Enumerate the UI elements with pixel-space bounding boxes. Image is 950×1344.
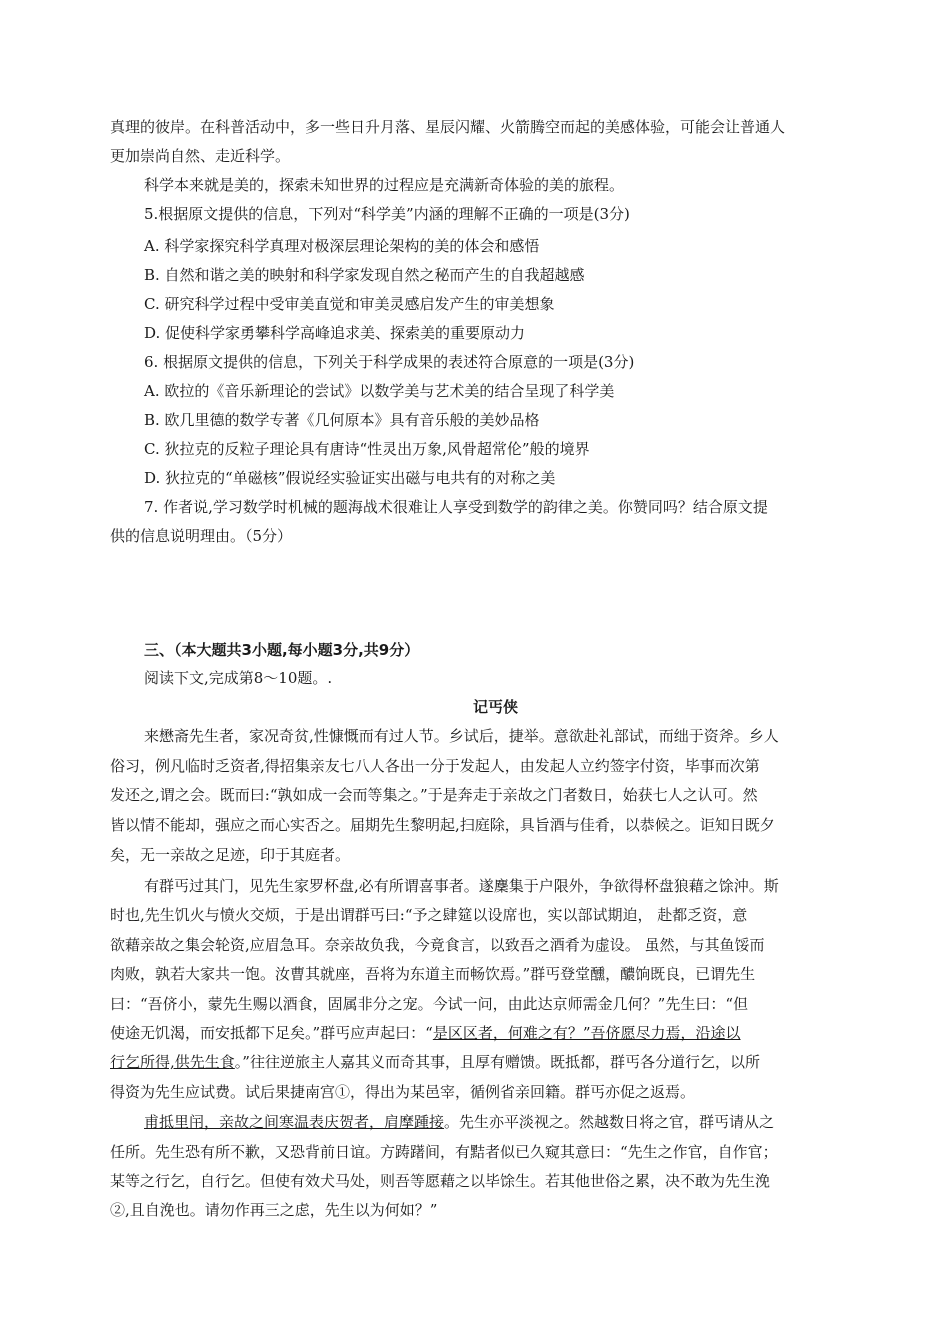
para3-line-2: 任所。先生恐有所不歉，又恐背前日谊。方踌躇间，有黠者似已久窥其意曰：“先生之作官，自作官； (110, 1143, 778, 1161)
para2-line-6-lead: 使途无饥渴，而安抵都下足矣。”群丐应声起曰：“ (110, 1024, 433, 1042)
para3-line-4: ②,且自浼也。请勿作再三之虑，先生以为何如？” (110, 1201, 438, 1219)
question-7-line-1: 7. 作者说,学习数学时机械的题海战术很难让人享受到数学的韵律之美。你赞同吗？结合原文提 (144, 498, 768, 516)
para3-line-1-tail: 。先生亦平淡视之。然越数日将之官，群丐请从之 (444, 1113, 775, 1131)
para2-line-2: 时也,先生饥火与愤火交烦，于是出谓群丐曰:“予之肆筵以设席也，实以部试期迫， 赴都乏资，意 (110, 906, 748, 924)
para2-line-6 (110, 1023, 741, 1043)
question-5-option-b: B. 自然和谐之美的映射和科学家发现自然之秘而产生的自我超越感 (144, 266, 585, 284)
para2-line-1: 有群丐过其门，见先生家罗杯盘,必有所谓喜事者。遂麇集于户限外，争欲得杯盘狼藉之馀沖。斯 (144, 877, 779, 895)
section-3-heading: 三、（本大题共3小题,每小题3分,共9分） (144, 641, 420, 659)
question-5-option-d: D. 促使科学家勇攀科学高峰追求美、探索美的重要原动力 (144, 324, 526, 342)
para2-line-4: 肉败，孰若大家共一饱。汝曹其就座，吾将为东道主而畅饮焉。”群丐登堂醺，醲饷既良，已谓先生 (110, 965, 756, 983)
para2-line-3: 欲藉亲故之集会轮资,应眉急耳。奈亲故负我，今竟食言，以致吾之酒肴为虚设。 虽然，与其鱼馁而 (110, 936, 765, 954)
para1-line-4: 皆以情不能却，强应之而心实否之。届期先生黎明起,扫庭除，具旨酒与佳肴，以恭候之。讵知日既夕 (110, 816, 775, 834)
para1-line-3: 发还之,谓之会。既而曰:“孰如成一会而等集之。”于是奔走于亲故之门者数日，始获七人之认可。然 (110, 786, 758, 804)
question-6-option-d: D. 狄拉克的“单磁核”假说经实验证实出磁与电共有的对称之美 (144, 469, 556, 487)
para3-line-3: 某等之行乞，自行乞。但使有效犬马处，则吾等愿藉之以毕馀生。若其他世俗之累，决不敢为先生浼 (110, 1172, 771, 1190)
para2-line-8: 得资为先生应试费。试后果捷南宫①，得出为某邑宰，循例省亲回籍。群丐亦促之返焉。 (110, 1083, 696, 1101)
underlined-sentence-1: 是区区者，何难之有？”吾侪愿尽力焉，沿途以 (432, 1024, 741, 1042)
question-6-option-c: C. 狄拉克的反粒子理论具有唐诗“性灵出万象,风骨超常伦”般的境界 (144, 440, 590, 458)
question-6-stem: 6. 根据原文提供的信息，下列关于科学成果的表述符合原意的一项是(3分) (144, 353, 635, 371)
para2-line-5: 曰：“吾侪小，蒙先生赐以酒食，固属非分之宠。今试一问，由此达京师需金几何？”先生曰：“但 (110, 995, 749, 1013)
question-5-stem: 5.根据原文提供的信息，下列对“科学美”内涵的理解不正确的一项是(3分) (144, 205, 630, 223)
para3-line-1 (144, 1112, 774, 1132)
question-5-option-c: C. 研究科学过程中受审美直觉和审美灵感启发产生的审美想象 (144, 295, 555, 313)
passage-line-1: 真理的彼岸。在科普活动中，多一些日升月落、星辰闪耀、火箭腾空而起的美感体验，可能会让普通人 (110, 118, 786, 136)
para2-line-7-tail: 。”往往逆旅主人嘉其义而奇其事，且厚有赠馈。既抵都，群丐各分道行乞，以所 (234, 1053, 760, 1071)
para1-line-2: 俗习，例凡临时乏资者,得招集亲友七八人各出一分于发起人，由发起人立约签字付资，毕事而次第 (110, 757, 760, 775)
question-6-option-b: B. 欧几里德的数学专著《几何原本》具有音乐般的美妙品格 (144, 411, 540, 429)
passage-line-3: 科学本来就是美的，探索未知世界的过程应是充满新奇体验的美的旅程。 (144, 176, 625, 194)
underlined-sentence-2: 甫抵里闬，亲故之间寒温表庆贺者，肩摩踵接 (144, 1113, 445, 1131)
passage-title: 记丐侠 (473, 698, 519, 716)
passage-line-2: 更加崇尚自然、走近科学。 (110, 147, 291, 165)
question-6-option-a: A. 欧拉的《音乐新理论的尝试》以数学美与艺术美的结合呈现了科学美 (144, 382, 615, 400)
underlined-sentence-1-end: 行乞所得,供先生食 (110, 1053, 235, 1071)
para2-line-7 (110, 1052, 760, 1072)
section-3-instruction: 阅读下文,完成第8～10题。. (144, 669, 333, 687)
para1-line-5: 矣，无一亲故之足迹，印于其庭者。 (110, 846, 351, 864)
question-7-line-2: 供的信息说明理由。（5分） (110, 527, 293, 545)
question-5-option-a: A. 科学家探究科学真理对极深层理论架构的美的体会和感悟 (144, 237, 540, 255)
para1-line-1: 来懋斋先生者，家况奇贫,性慷慨而有过人节。乡试后，捷举。意欲赴礼部试，而绌于资斧。乡人 (144, 727, 779, 745)
